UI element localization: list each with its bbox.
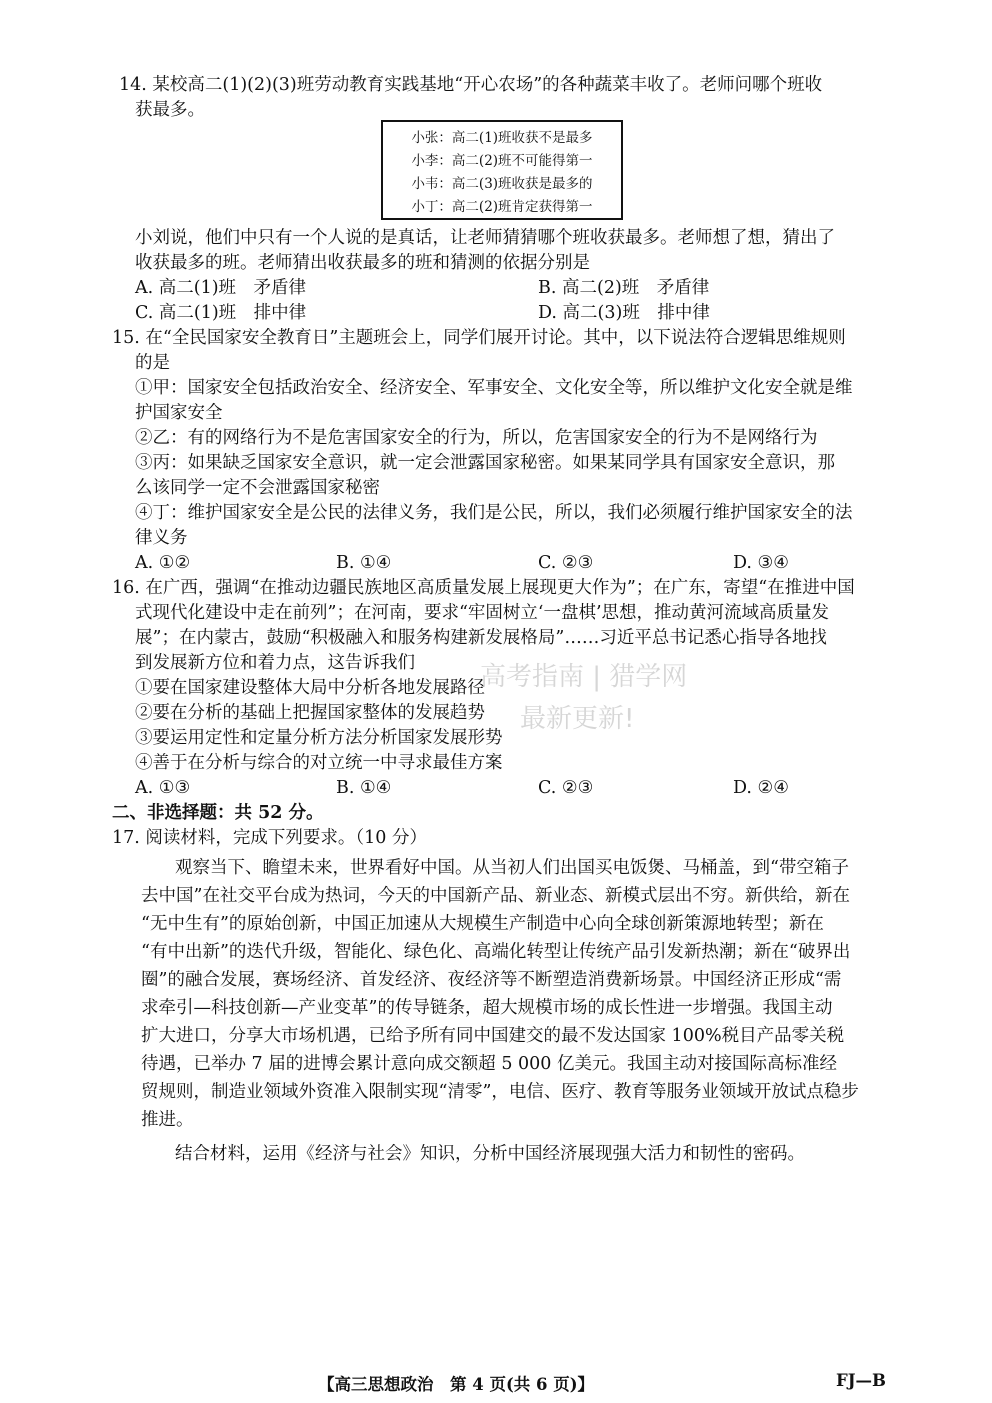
q14-after-1: 小刘说，他们中只有一个人说的是真话，让老师猜猜哪个班收获最多。老师想了想，猜出了 [135,228,835,248]
statement-wei: 小韦：高二(3)班收获是最多的 [411,176,593,192]
q17-question: 结合材料，运用《经济与社会》知识，分析中国经济展现强大活力和韧性的密码。 [175,1144,805,1164]
q17-material-3: “无中生有”的原始创新，中国正加速从大规模生产制造中心向全球创新策源地转型；新在 [141,914,824,934]
q16-line-7: ③要运用定性和定量分析方法分析国家发展形势 [135,728,503,748]
statement-li: 小李：高二(2)班不可能得第一 [411,153,593,169]
q17-material-6: 求牵引—科技创新—产业变革”的传导链条，超大规模市场的成长性进一步增强。我国主动 [141,998,833,1018]
q14-option-d: D. 高二(3)班 排中律 [538,303,710,323]
q17-material-7: 扩大进口，分享大市场机遇，已给予所有同中国建交的最不发达国家 100%税目产品零关税 [141,1026,845,1046]
section-2-heading: 二、非选择题：共 52 分。 [112,803,324,823]
q15-option-c: C. ②③ [538,553,594,573]
statement-zhang: 小张：高二(1)班收获不是最多 [411,130,593,146]
q15-option-b: B. ①④ [336,553,392,573]
q17-title: 17. 阅读材料，完成下列要求。（10 分） [112,828,427,848]
q17-material-10: 推进。 [141,1110,194,1130]
q14-line-1: 14. 某校高二(1)(2)(3)班劳动教育实践基地“开心农场”的各种蔬菜丰收了。老师问哪个班收 [119,75,823,95]
q16-line-8: ④善于在分析与综合的对立统一中寻求最佳方案 [135,753,503,773]
q17-material-5: 圈”的融合发展，赛场经济、首发经济、夜经济等不断塑造消费新场景。中国经济正形成“需 [141,970,842,990]
q16-line-4: 到发展新方位和着力点，这告诉我们 [135,653,415,673]
q14-option-b: B. 高二(2)班 矛盾律 [538,278,710,298]
q15-line-6: ③丙：如果缺乏国家安全意识，就一定会泄露国家秘密。如果某同学具有国家安全意识，那 [135,453,835,473]
q15-line-4: 护国家安全 [135,403,223,423]
q15-option-a: A. ①② [135,553,191,573]
q15-line-8: ④丁：维护国家安全是公民的法律义务，我们是公民，所以，我们必须履行维护国家安全的法 [135,503,853,523]
q16-line-6: ②要在分析的基础上把握国家整体的发展趋势 [135,703,485,723]
q14-after-2: 收获最多的班。老师猜出收获最多的班和猜测的依据分别是 [135,253,590,273]
q17-material-9: 贸规则，制造业领域外资准入限制实现“清零”，电信、医疗、教育等服务业领域开放试点稳步 [141,1082,859,1102]
q17-material-1: 观察当下、瞻望未来，世界看好中国。从当初人们出国买电饭煲、马桶盖，到“带空箱子 [175,858,849,878]
footer-page-info: 【高三思想政治 第 4 页(共 6 页)】 [318,1375,595,1394]
statement-ding: 小丁：高二(2)班肯定获得第一 [411,199,593,215]
q15-line-1: 15. 在“全民国家安全教育日”主题班会上，同学们展开讨论。其中，以下说法符合逻辑思维规则 [112,328,846,348]
statement-box [381,120,623,220]
q14-option-c: C. 高二(1)班 排中律 [135,303,307,323]
q14-option-a: A. 高二(1)班 矛盾律 [135,278,307,298]
q17-material-4: “有中出新”的迭代升级，智能化、绿色化、高端化转型让传统产品引发新热潮；新在“破界出 [141,942,851,962]
q17-material-8: 待遇，已举办 7 届的进博会累计意向成交额超 5 000 亿美元。我国主动对接国际高标准经 [141,1054,837,1074]
watermark-line-1: 高考指南 | 猎学网 [480,662,688,692]
q16-line-3: 展”；在内蒙古，鼓励“积极融入和服务构建新发展格局”……习近平总书记悉心指导各地找 [135,628,827,648]
q16-option-d: D. ②④ [733,778,789,798]
q15-line-9: 律义务 [135,528,188,548]
q16-option-b: B. ①④ [336,778,392,798]
q15-line-3: ①甲：国家安全包括政治安全、经济安全、军事安全、文化安全等，所以维护文化安全就是维 [135,378,853,398]
q17-material-2: 去中国”在社交平台成为热词，今天的中国新产品、新业态、新模式层出不穷。新供给，新在 [141,886,850,906]
q16-option-a: A. ①③ [135,778,191,798]
q14-line-2: 获最多。 [135,100,205,120]
footer-code: FJ—B [836,1371,886,1390]
watermark-line-2: 最新更新! [520,704,635,734]
q16-line-1: 16. 在广西，强调“在推动边疆民族地区高质量发展上展现更大作为”；在广东，寄望“在推进中国 [112,578,855,598]
q16-line-2: 式现代化建设中走在前列”；在河南，要求“牢固树立‘一盘棋’思想，推动黄河流域高质量发 [135,603,830,623]
q16-option-c: C. ②③ [538,778,594,798]
q15-line-5: ②乙：有的网络行为不是危害国家安全的行为，所以，危害国家安全的行为不是网络行为 [135,428,818,448]
q15-line-7: 么该同学一定不会泄露国家秘密 [135,478,380,498]
q16-line-5: ①要在国家建设整体大局中分析各地发展路径 [135,678,485,698]
q15-line-2: 的是 [135,353,170,373]
q15-option-d: D. ③④ [733,553,789,573]
